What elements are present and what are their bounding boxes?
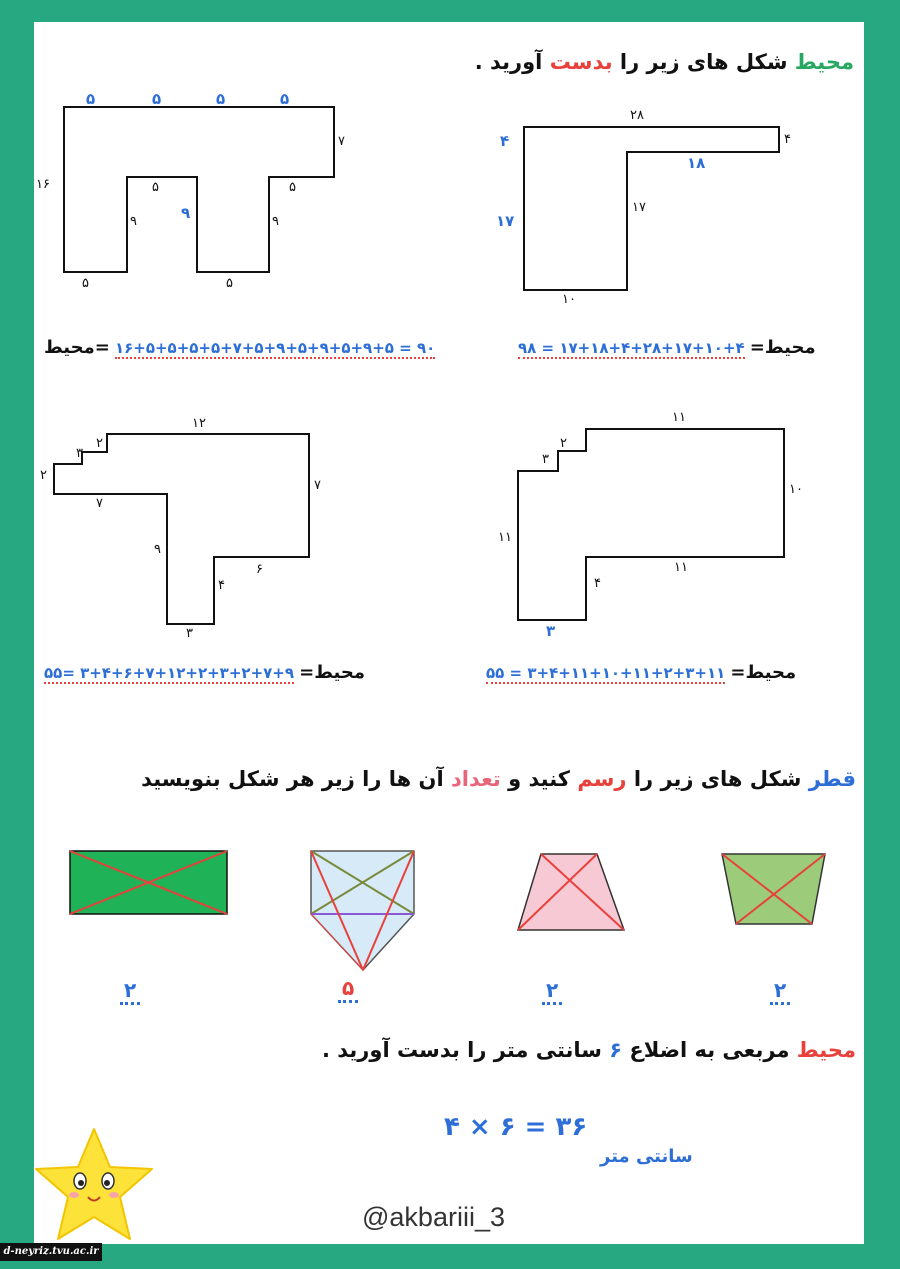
shape-1-right-label: ۷ — [338, 134, 345, 149]
answer-formula: ۹+۷+۲+۳+۲+۱۲+۷+۶+۴+۳ =۵۵ — [44, 664, 295, 682]
star-mascot-icon — [34, 1127, 159, 1247]
shape-3-arm-bottom-label: ۷ — [96, 496, 103, 511]
shape-3-stem-left-label: ۹ — [154, 542, 161, 557]
diagonal-count-quadrilateral: ۲ — [770, 978, 790, 1005]
diagonal-shapes — [34, 842, 864, 972]
shape-1-bottom-left-label: ۵ — [82, 276, 89, 291]
answer-formula: ۴+۱۰+۱۷+۲۸+۴+۱۸+۱۷ = ۹۸ — [518, 339, 745, 357]
shape-4-right-label: ۱۰ — [789, 482, 803, 497]
shape-3-stem-right-label: ۴ — [218, 578, 225, 593]
site-watermark: d-neyriz.tvu.ac.ir — [0, 1243, 102, 1261]
shape-1-inner-left-label: ۹ — [130, 214, 137, 229]
pentagon-shape — [311, 851, 414, 970]
shape-3-top-label: ۱۲ — [192, 416, 206, 431]
shape-3-left-label: ۲ — [40, 468, 47, 483]
shape-1-top-label: ۵ — [152, 90, 162, 108]
question-3-title: محیط مربعی به اضلاع ۶ سانتی متر را بدست آورید . — [322, 1038, 856, 1062]
shape-4-step-v-label: ۲ — [560, 436, 567, 451]
perimeter-answer-4: محیط= ۱۱+۳+۲+۱۱+۱۰+۱۱+۴+۳ = ۵۵ — [486, 662, 797, 683]
perimeter-answer-1: محیط= ۱۶+۵+۵+۵+۵+۷+۵+۹+۵+۹+۵+۹+۵ = ۹۰ — [44, 337, 436, 358]
quadrilateral-shape — [722, 854, 825, 924]
shape-1-top-label: ۵ — [280, 90, 290, 108]
shape-2-bottom-label: ۱۰ — [562, 292, 576, 307]
shape-2-inner-v-label: ۱۷ — [632, 200, 646, 215]
diagonal-count-pentagon: ۵ — [338, 976, 358, 1003]
square-perimeter-calculation: ۴ × ۶ = ۳۶ — [444, 1112, 588, 1142]
shape-2-inner-h-label: ۱۸ — [687, 154, 706, 172]
unit-label: سانتی متر — [600, 1146, 693, 1167]
answer-formula: ۱۶+۵+۵+۵+۵+۷+۵+۹+۵+۹+۵+۹+۵ = ۹۰ — [114, 339, 436, 357]
trapezoid-shape — [518, 854, 624, 930]
rectangle-shape — [70, 851, 227, 914]
shape-2-left-top-label: ۴ — [500, 132, 510, 150]
shape-4-top-label: ۱۱ — [672, 410, 686, 425]
worksheet-page — [34, 22, 864, 1244]
shape-2-right-label: ۴ — [784, 132, 791, 147]
shape-3-stem-bottom-label: ۳ — [186, 626, 193, 641]
perimeter-answer-2: محیط= ۴+۱۰+۱۷+۲۸+۴+۱۸+۱۷ = ۹۸ — [518, 337, 816, 358]
shape-1-top-label: ۵ — [216, 90, 226, 108]
shape-1-bottom-label: ۵ — [226, 276, 233, 291]
question-2-title: قطر شکل های زیر را رسم کنید و تعداد آن ها را زیر هر شکل بنویسید — [141, 767, 856, 791]
shape-2-left-label: ۱۷ — [496, 212, 515, 230]
shape-1-step-label: ۵ — [289, 180, 296, 195]
shape-4-inner-v-label: ۴ — [594, 576, 601, 591]
shape-1-inner-top-label: ۵ — [152, 180, 159, 195]
shape-4-bottom-label: ۳ — [546, 622, 556, 640]
shape-3-right-label: ۷ — [314, 478, 321, 493]
author-handle: @akbariii_3 — [362, 1202, 505, 1232]
shape-3-step-h-label: ۳ — [76, 446, 83, 461]
shape-4-left-label: ۱۱ — [498, 530, 512, 545]
shape-1-top-label: ۵ — [86, 90, 96, 108]
shape-3-base-label: ۶ — [256, 562, 263, 577]
shape-4-inner-h-label: ۱۱ — [674, 560, 688, 575]
shapes-row-2-figures — [34, 402, 864, 662]
shape-3-step-v-label: ۲ — [96, 436, 103, 451]
answer-formula: ۱۱+۳+۲+۱۱+۱۰+۱۱+۴+۳ = ۵۵ — [486, 664, 726, 682]
shape-1-left-label: ۱۶ — [36, 177, 50, 192]
shape-1-inner-right-label: ۹ — [181, 204, 191, 222]
question-1-title: محیط شکل های زیر را بدست آورید . — [474, 50, 854, 74]
shape-1-leg-label: ۹ — [272, 214, 279, 229]
perimeter-answer-3: محیط= ۹+۷+۲+۳+۲+۱۲+۷+۶+۴+۳ =۵۵ — [44, 662, 365, 683]
shape-4-step-h-label: ۳ — [542, 452, 549, 467]
diagonal-count-trapezoid: ۲ — [542, 978, 562, 1005]
diagonal-count-rectangle: ۲ — [120, 978, 140, 1005]
shape-2-top-label: ۲۸ — [630, 108, 644, 123]
